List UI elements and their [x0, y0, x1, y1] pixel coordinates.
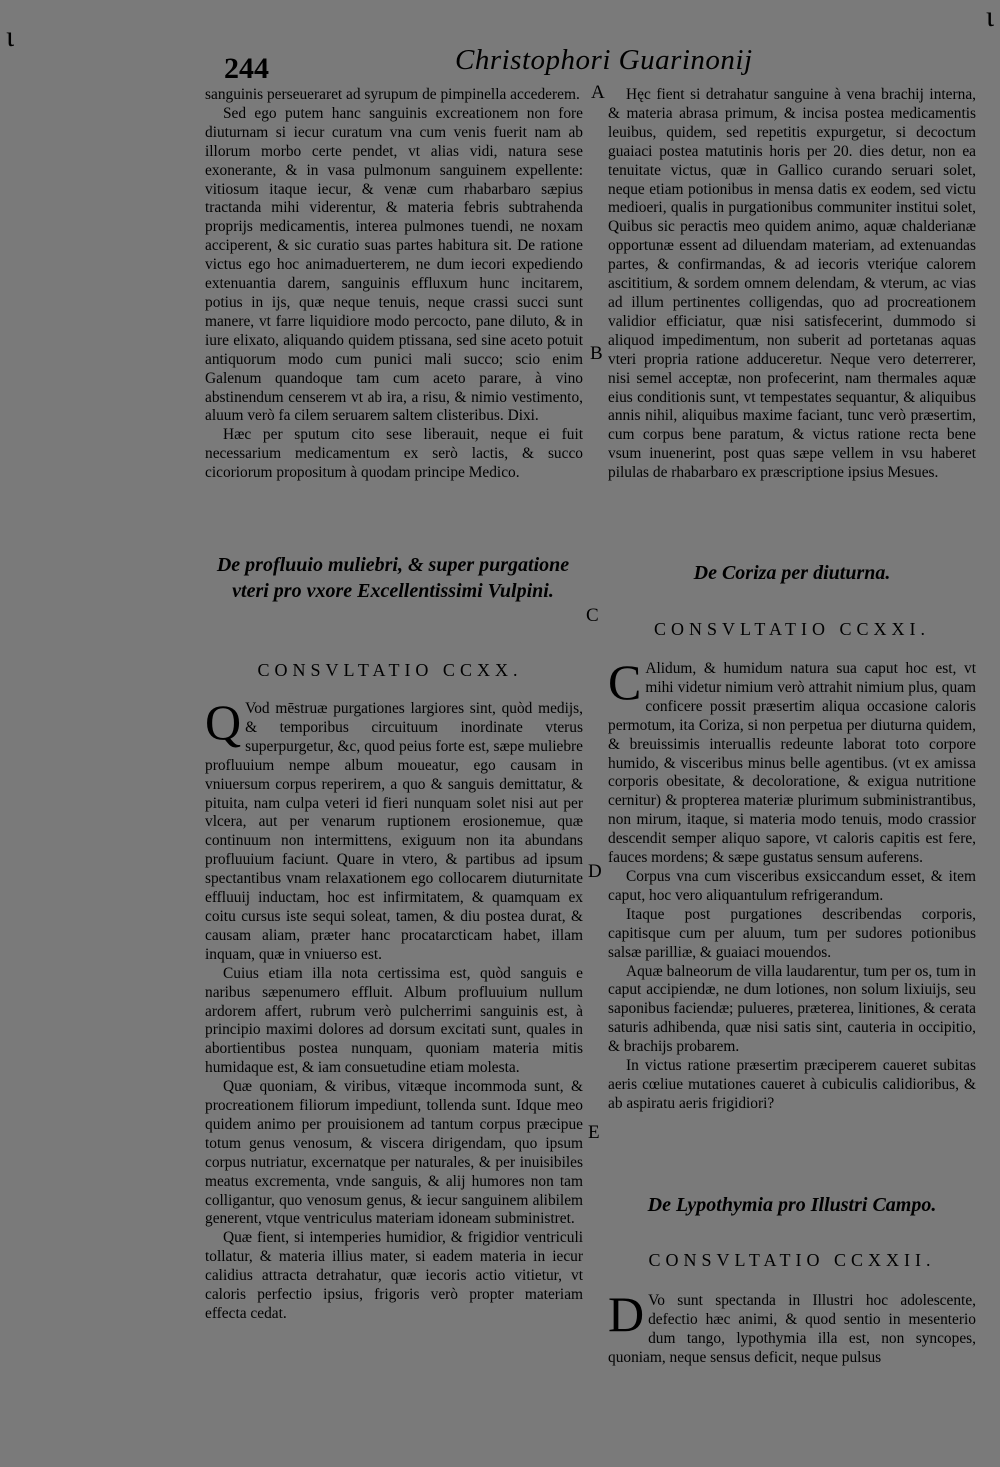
- paragraph: sanguinis perseueraret ad syrupum de pimpinella accederem.: [205, 86, 580, 103]
- paragraph: Hęc fient si detrahatur sanguine à vena brachij interna, & materia abrasa primum, & incisa postea medicamentis leuibus, quidem, sed repetitis expurgetur, si decoctum guaiaci postea matutinis horis per 20. dies detur, non ea tenuitate victus, quæ in Gallico curando seruari solet, neque etiam potionibus in mensa datis ex eodem, sed victu medioeri, qualis in purgationibus communiter institui solet, Quibus sic peractis meo quidem animo, aquæ chalderianæ opportunæ essent ad diluendam materiam, ad extenuandas partes, & confirmandas, & ad iecoris vteriq́ue calorem ascititium, & sordem omnem delendam, & vterum, ac vias ad illum pertinentes colligendas, quo ad procreationem validior efficiatur, quæ nisi satisfecerint, dummodo si aliquod impedimentum, non suberit ad portetanas aquas vteri propria ratione adduceretur. Neque vero deterrerer, nisi semel acceptæ, non profecerint, nam thermales aquæ eius conditionis sunt, vt tempestates sequantur, & aliquibus annis nihil, aliquibus maxime faciant, tunc verò præsertim, cum corpus bene paratum, & victus ratione recta bene vsum inuenerint, post quas sæpe vellem in vsu haberet pilulas de rhabarbaro ex præscriptione ipsius Mesues.: [608, 86, 976, 482]
- left-column-body: [205, 694, 583, 1324]
- running-head: Christophori Guarinonij: [455, 44, 753, 76]
- corner-mark-left: ɩ: [6, 20, 15, 53]
- margin-letter-e: E: [588, 1122, 600, 1143]
- section-heading-lypothymia: De Lypothymia pro Illustri Campo.: [647, 1194, 937, 1216]
- margin-letter-b: B: [590, 343, 603, 364]
- paragraph: In victus ratione præsertim præciperem caueret subitas aeris cœliue mutationes caueret à cubiculis calidioribus, & ab aspiratu aeris frigidiori?: [608, 1057, 976, 1112]
- paragraph: Q Vod mēstruæ purgationes largiores sint, quòd medijs, & temporibus circuituum inordinate vterus superpurgetur, &c, quod peius forte est, sæpe muliebre profluuium nempe album moueatur, ego causam in vniuersum corpus reperirem, a quo & sanguis demittatur, & pituita, nam culpa veteri id fieri nunquam solet nisi aut per vlcera, aut per venarum ruptionem erosionemue, quæ continuum non intermittens, exiguum non ita abundans profluuium faciunt. Quare in vtero, & partibus ad ipsum spectantibus vnam relaxationem ego collocarem diuturnitate effluuij inductam, hoc est infirmitatem, & quamquam ex coitu cursus iste sequi soleat, tamen, & diu postea durat, & causam aliam, præter hanc procatarcticam habet, illam inquam, quæ in vniuerso est.: [205, 694, 583, 963]
- paragraph: D Vo sunt spectanda in Illustri hoc adolescente, defectio hæc animi, & quod sentio in mesenterio dum tango, lypothymia illa est, non syncopes, quoniam, neque sensus deficit, neque pulsus: [608, 1286, 976, 1366]
- right-column-body-2: [608, 1286, 976, 1368]
- corner-mark-right: ɩ: [985, 0, 994, 33]
- drop-cap: D: [608, 1286, 645, 1342]
- paragraph: Quæ fient, si intemperies humidior, & frigidior ventriculi tollatur, & materia illius mater, si eadem materia in iecur calidius attracta detrahatur, quæ iecoris actio vitietur, vt caloris perfectio ipsius, frigoris verò propter materiam effecta cedat.: [205, 1229, 583, 1322]
- section-heading-profluuium: De profluuio muliebri, & super purgatione vteri pro vxore Excellentissimi Vulpini.: [216, 554, 570, 602]
- right-column-body: [608, 654, 976, 1114]
- section-heading-coriza: De Coriza per diuturna.: [693, 562, 891, 584]
- drop-cap: C: [608, 654, 642, 710]
- paragraph: Quæ quoniam, & viribus, vitæque incommoda sunt, & procreationem filiorum impediunt, tollenda sunt. Idque meo quidem animo per prouisionem ad tantum corpus præcipue totum genus venosum, & viscera dirigendam, quo ipsum corpus nutriatur, excernatque per naturales, & per inuisibiles meatus excrementa, vnde sanguis, & alij humores non tam colligantur, quo venosum genus, & iecur sanguinem alibilem generent, vtque ventriculus materiam idoneam subministret.: [205, 1078, 583, 1228]
- paragraph: Sed ego putem hanc sanguinis excreationem non fore diuturnam si iecur curatum vna cum venis fuerit nam ab illorum morbo certe pendet, vt alias vidi, natura sese exonerante, & in vasa pulmonum sanguinem expellente: vitiosum itaque iecur, & venæ cum rhabarbaro sæpius tractanda mihi viderentur, & materia febris subtrahenda proprijs medicamentis, interea pulmones tuendi, ne noxam acciperent, & sic curatio suas partes habitura sit. De ratione victus ego hoc animaduerterem, ne dum iecori expediendo extenuantia darem, sanguinis effluxum hunc incitarem, potius in ijs, quæ neque tenuis, neque crassi succi sunt manere, vt farre liquidiore modo percocto, pane diluto, & in iure elixato, aliquando quidem ptissana, sed sine aceto potuit antiquorum modo cum punici mali succo; scio enim Galenum quandoque tam cum aceto parare, à vino abstinendum censerem vt ab ira, a risu, & nimio vestimento, aluum verò fa cilem seruarem saltem clisteribus. Dixi.: [205, 104, 583, 425]
- paragraph: C Alidum, & humidum natura sua caput hoc est, vt mihi videtur nimium verò attrahit nimium plus, quam conficere possit præsertim aliqua occasione caloris permotum, ita Coriza, si non perpetua per diuturna quidem, & breuissimis interuallis redeunte laborat toto corpore humido, & visceribus minus belle agentibus. (vt ex amissa corporis obesitate, & decoloratione, & exigua nutritione cernitur) & propterea materiæ plurimum subministrantibus, non mirum, itaque, si materia modo tenuis, modo crassior descendit semper aliquo sapore, vt caloris capitis est fere, fauces mordens; & sæpe gustatus sensum auferens.: [608, 654, 976, 867]
- margin-letter-d: D: [588, 861, 602, 882]
- consultatio-ccxxi: CONSVLTATIO CCXXI.: [654, 619, 930, 639]
- left-column-top: [205, 86, 583, 483]
- drop-cap: Q: [205, 694, 242, 750]
- paragraph: Hæc per sputum cito sese liberauit, neque ei fuit necessarium medicamentum ex serò lactis, & succo cicoriorum propositum à quodam principe Medico.: [205, 426, 583, 482]
- page-number: 244: [224, 52, 269, 85]
- margin-letter-c: C: [586, 605, 599, 626]
- margin-letter-a: A: [591, 82, 605, 103]
- consultatio-ccxx: CONSVLTATIO CCXX.: [257, 660, 523, 680]
- right-column-top: [608, 86, 976, 483]
- paragraph: Aquæ balneorum de villa laudarentur, tum per os, tum in caput accipiendæ, ne dum lotiones, non solum lixiuijs, seu saponibus faciendæ; pulueres, præterea, linitiones, & cerata saturis adhibenda, quæ nisi satis sint, cauteria in occipitio, & brachijs probarem.: [608, 962, 976, 1056]
- paragraph: Itaque post purgationes describendas corporis, capitisque cum per aluum, tum per sudores potionibus salsæ parilliæ, & guaiaci mouendos.: [608, 905, 976, 961]
- consultatio-ccxxii: CONSVLTATIO CCXXII.: [648, 1250, 936, 1270]
- paragraph: Corpus vna cum visceribus exsiccandum esset, & item caput, hoc vero aliquantulum refrigerandum.: [608, 867, 976, 904]
- paragraph: Cuius etiam illa nota certissima est, quòd sanguis e naribus sæpenumero effluit. Album profluuium nullum ardorem affert, rubrum verò pulcherrimi sanguinis est, à principio maximi dolores ad dorsum excitati sunt, quales in abortientibus postea nunquam, quoniam materia mitis humidaque est, & iam consuetudine etiam molesta.: [205, 964, 583, 1077]
